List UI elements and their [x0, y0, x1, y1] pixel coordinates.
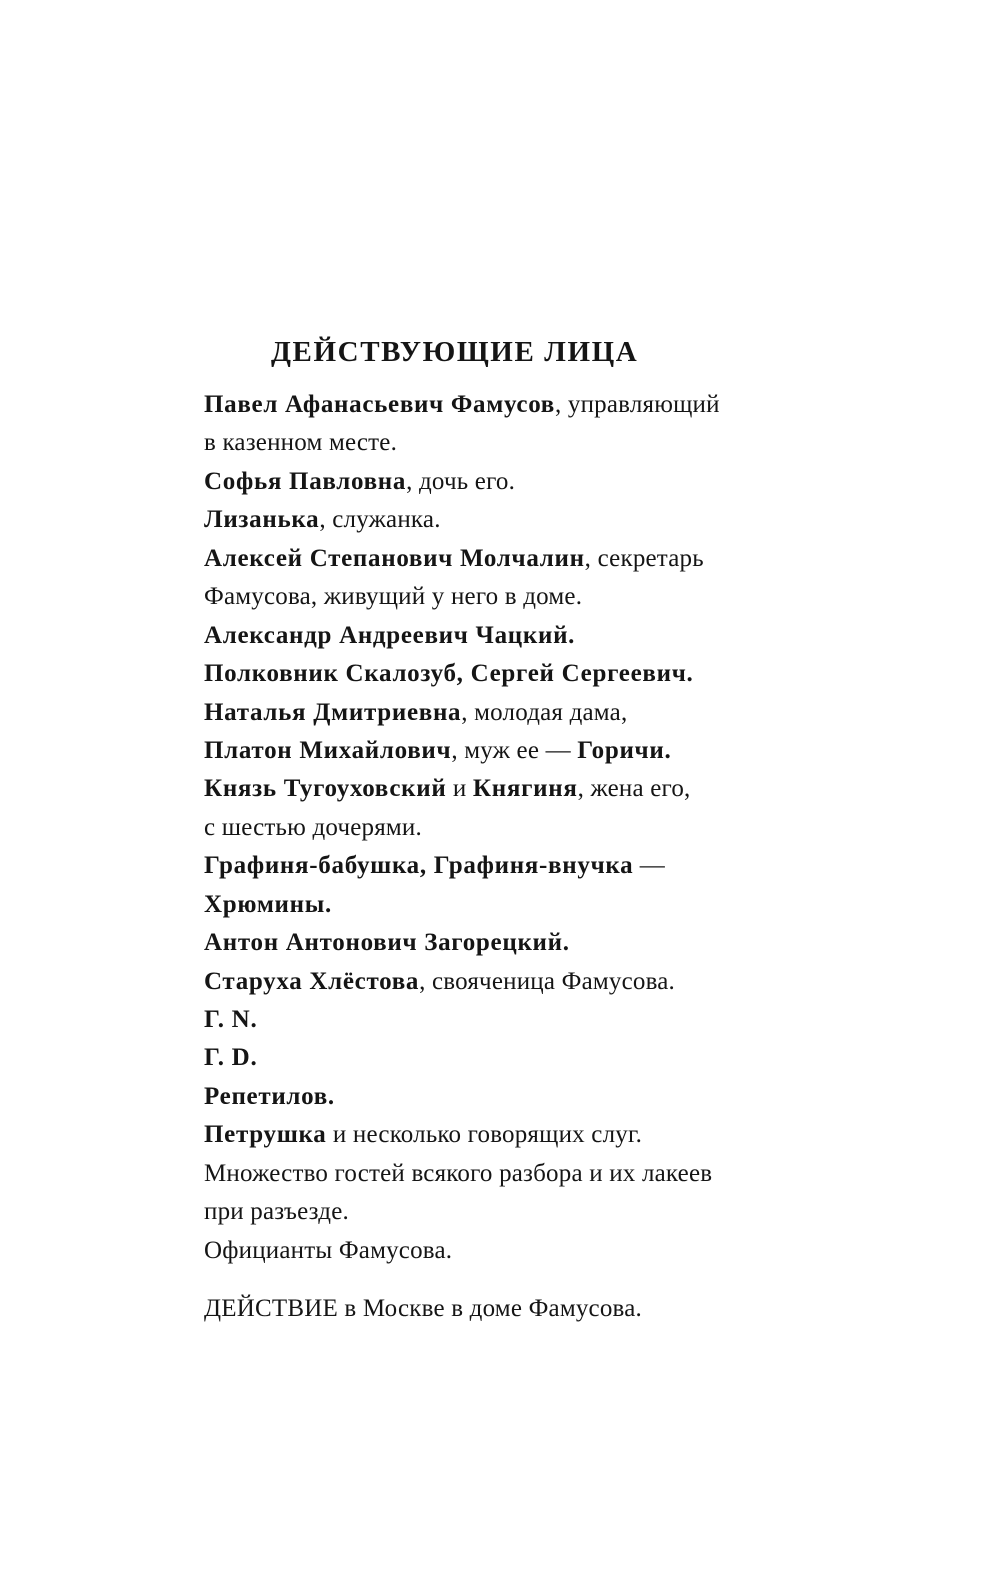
cast-line — [204, 886, 904, 924]
character-name: Княгиня — [472, 775, 578, 803]
character-description: при разъезде. — [204, 1198, 349, 1226]
cast-line — [204, 655, 904, 693]
character-description: , молодая дама, — [461, 698, 628, 726]
cast-line — [204, 617, 904, 655]
character-name: Александр Андреевич Чацкий. — [204, 621, 576, 649]
cast-line — [204, 1116, 904, 1154]
cast-line — [204, 578, 904, 616]
character-name: Князь Тугоуховский — [204, 775, 447, 803]
character-name: Г. D. — [204, 1044, 258, 1072]
character-name: Антон Антонович Загорецкий. — [204, 929, 570, 957]
character-name: Павел Афанасьевич Фамусов — [204, 391, 555, 418]
cast-line — [204, 694, 904, 732]
cast-line — [204, 1001, 904, 1039]
character-description: , управляющий — [555, 391, 720, 418]
cast-line — [204, 1193, 904, 1231]
cast-heading: ДЕЙСТВУЮЩИЕ ЛИЦА — [271, 336, 639, 368]
cast-line — [204, 809, 904, 847]
cast-line — [204, 501, 904, 539]
character-description: с шестью дочерями. — [204, 813, 422, 841]
character-description: — — [633, 852, 665, 880]
cast-line — [204, 540, 904, 578]
character-description: , служанка. — [319, 506, 441, 534]
character-description: и несколько говорящих слуг. — [326, 1121, 643, 1149]
character-name: Хрюмины. — [204, 890, 332, 918]
cast-line — [204, 732, 904, 770]
character-description: , дочь его. — [406, 467, 516, 495]
character-name: Софья Павловна — [204, 467, 407, 495]
character-description: в казенном месте. — [204, 429, 398, 457]
character-name: Г. N. — [204, 1006, 258, 1033]
cast-line — [204, 1155, 904, 1193]
character-description: , свояченица Фамусова. — [419, 967, 675, 995]
cast-line — [204, 1039, 904, 1077]
cast-line — [204, 1232, 904, 1270]
character-name: Репетилов. — [204, 1082, 335, 1110]
character-name: Платон Михайлович — [204, 736, 452, 764]
character-name: Алексей Степанович Молчалин — [204, 544, 585, 572]
character-description: Множество гостей всякого разбора и их лакеев — [204, 1159, 713, 1187]
character-description: , муж ее — — [451, 736, 578, 764]
character-name: Наталья Дмитриевна — [204, 698, 462, 726]
cast-line — [204, 1078, 904, 1116]
cast-list — [204, 386, 904, 1270]
cast-line — [204, 386, 904, 424]
character-name: Полковник Скалозуб, Сергей Сергеевич. — [204, 660, 694, 688]
character-description: , секретарь — [584, 544, 704, 572]
cast-line — [204, 463, 904, 501]
character-description: и — [446, 775, 473, 803]
cast-line — [204, 770, 904, 808]
character-name: Лизанька — [204, 506, 320, 534]
cast-line — [204, 847, 904, 885]
cast-line — [204, 924, 904, 962]
character-description: Фамусова, живущий у него в доме. — [204, 583, 583, 611]
character-name: Горичи. — [577, 736, 672, 764]
character-name: Петрушка — [204, 1121, 327, 1149]
character-description: , жена его, — [577, 775, 691, 803]
character-name: Старуха Хлёстова — [204, 967, 420, 995]
character-description: Официанты Фамусова. — [204, 1236, 453, 1264]
setting-line: ДЕЙСТВИЕ в Москве в доме Фамусова. — [204, 1295, 642, 1322]
cast-line — [204, 424, 904, 462]
character-name: Графиня-бабушка, Графиня-внучка — [204, 852, 634, 880]
cast-line — [204, 963, 904, 1001]
